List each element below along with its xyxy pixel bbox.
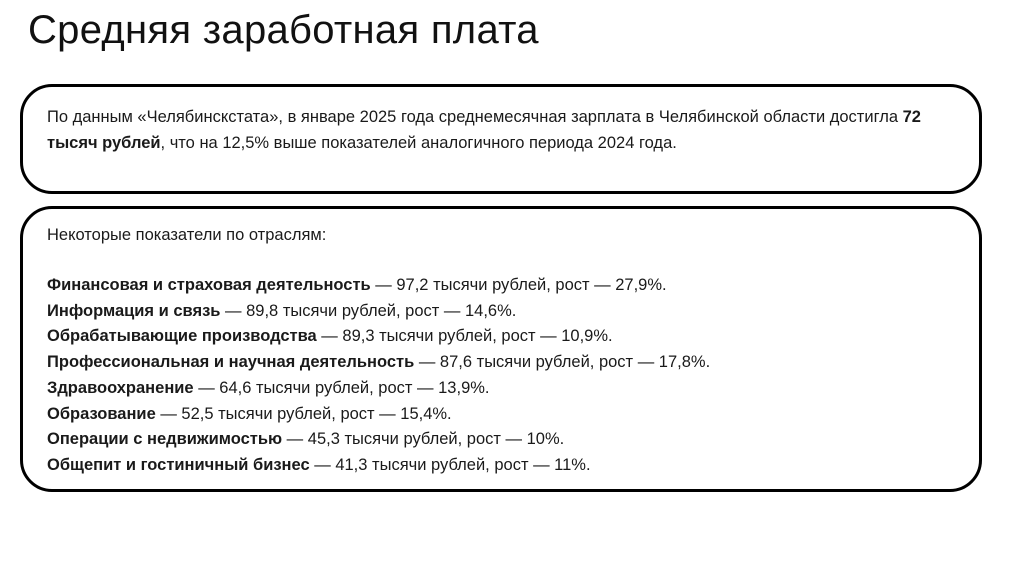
sector-name: Финансовая и страховая деятельность [47, 276, 371, 294]
sector-value: — 87,6 тысячи рублей, рост — 17,8%. [414, 353, 711, 372]
slide-title: Средняя заработная плата [28, 8, 539, 52]
sector-name: Обрабатывающие производства [47, 327, 317, 346]
intro-highlight: 72 тысяч рублей [47, 108, 921, 152]
intro-text-part2: , что на 12,5% выше показателей аналогичного периода 2024 года. [160, 134, 677, 152]
sector-value: — 64,6 тысячи рублей, рост — 13,9%. [193, 378, 490, 397]
sector-value: — 52,5 тысячи рублей, рост — 15,4%. [155, 404, 452, 423]
sector-item [47, 453, 955, 479]
sector-item [47, 273, 955, 299]
sector-item [47, 324, 955, 350]
sector-value: — 41,3 тысячи рублей, рост — 11%. [309, 455, 591, 474]
intro-text-part1: По данным «Челябинскстата», в январе 2025 года среднемесячная зарплата в Челябинской области достигла [47, 108, 903, 126]
sector-list [47, 273, 955, 479]
sector-value: — 97,2 тысячи рублей, рост — 27,9%. [370, 276, 667, 294]
intro-paragraph [47, 104, 955, 156]
sector-value: — 89,3 тысячи рублей, рост — 10,9%. [316, 327, 613, 346]
sector-item [47, 350, 955, 376]
sector-item [47, 427, 955, 453]
sector-name: Здравоохранение [47, 378, 194, 397]
sector-value: — 45,3 тысячи рублей, рост — 10%. [282, 430, 565, 449]
sector-value: — 89,8 тысячи рублей, рост — 14,6%. [220, 301, 517, 320]
sector-name: Операции с недвижимостью [47, 430, 283, 449]
sector-name: Образование [47, 404, 156, 423]
sectors-box [20, 206, 982, 492]
sector-name: Информация и связь [47, 301, 221, 320]
intro-box [20, 84, 982, 194]
sector-item [47, 402, 955, 428]
sector-name: Общепит и гостиничный бизнес [47, 455, 310, 474]
sector-item [47, 376, 955, 402]
sector-item [47, 299, 955, 325]
sectors-heading: Некоторые показатели по отраслям: [47, 226, 327, 244]
sector-name: Профессиональная и научная деятельность [47, 353, 415, 372]
